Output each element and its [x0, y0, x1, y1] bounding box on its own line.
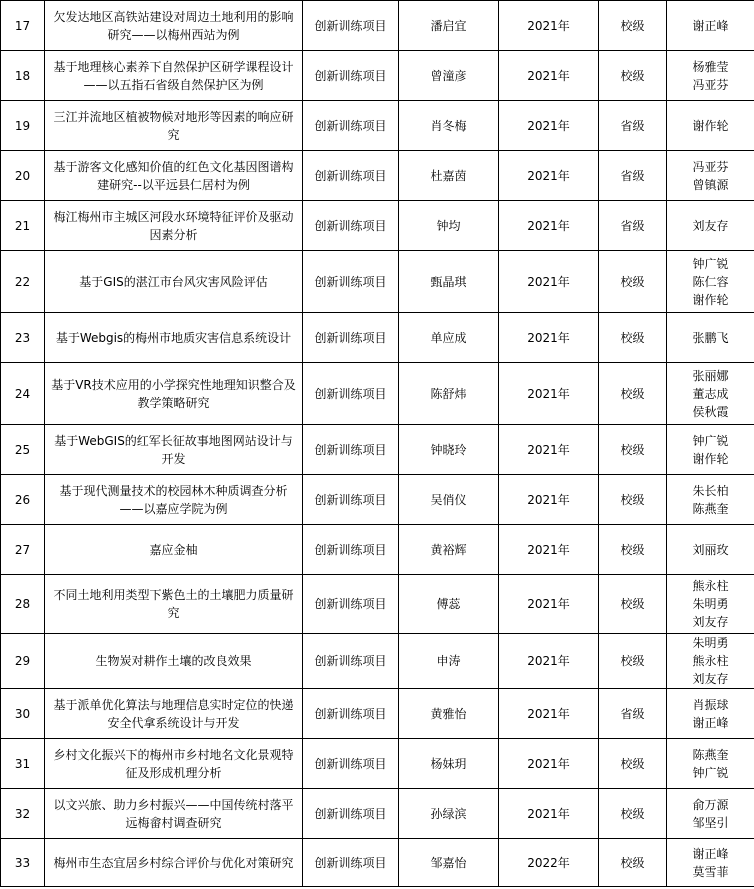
- project-title: 梅州市生态宜居乡村综合评价与优化对策研究: [45, 839, 303, 887]
- row-number: 33: [1, 839, 45, 887]
- advisor-name: 刘友存: [692, 615, 729, 629]
- project-title: 基于Webgis的梅州市地质灾害信息系统设计: [45, 313, 303, 363]
- row-number: 27: [1, 525, 45, 575]
- project-leader: 单应成: [399, 313, 499, 363]
- advisor-name: 钟广锐: [692, 256, 729, 271]
- advisor-name: 熊永柱: [692, 579, 729, 593]
- project-leader: 钟均: [399, 201, 499, 251]
- project-leader: 吴俏仪: [399, 475, 499, 525]
- advisors: [667, 739, 754, 789]
- advisor-name: 钟广锐: [692, 765, 729, 780]
- advisor-name: 谢作轮: [692, 451, 729, 466]
- table-row: [1, 201, 754, 251]
- table-row: [1, 525, 754, 575]
- project-level: 校级: [599, 313, 667, 363]
- advisor-name: 莫雪菲: [692, 864, 729, 879]
- project-title: 基于VR技术应用的小学探究性地理知识整合及教学策略研究: [45, 363, 303, 425]
- project-leader: 申涛: [399, 634, 499, 689]
- advisor-name: 肖振球: [692, 697, 729, 712]
- table-row: [1, 634, 754, 689]
- project-year: 2021年: [499, 101, 599, 151]
- project-title: 梅江梅州市主城区河段水环境特征评价及驱动因素分析: [45, 201, 303, 251]
- advisor-name: 朱长柏: [692, 483, 729, 498]
- project-leader: 肖冬梅: [399, 101, 499, 151]
- project-year: 2021年: [499, 739, 599, 789]
- advisors: [667, 251, 754, 313]
- advisor-name: 钟广锐: [692, 433, 729, 448]
- project-title: 基于游客文化感知价值的红色文化基因图谱构建研究--以平远县仁居村为例: [45, 151, 303, 201]
- advisors: [667, 313, 754, 363]
- project-type: 创新训练项目: [303, 51, 399, 101]
- row-number: 30: [1, 689, 45, 739]
- project-year: 2021年: [499, 689, 599, 739]
- project-type: 创新训练项目: [303, 151, 399, 201]
- project-title: 以文兴旅、助力乡村振兴——中国传统村落平远梅畲村调查研究: [45, 789, 303, 839]
- project-title: 三江并流地区植被物候对地形等因素的响应研究: [45, 101, 303, 151]
- project-year: 2022年: [499, 839, 599, 887]
- project-leader: 钟晓玲: [399, 425, 499, 475]
- project-title: 嘉应金柚: [45, 525, 303, 575]
- project-type: 创新训练项目: [303, 839, 399, 887]
- project-level: 省级: [599, 201, 667, 251]
- table-row: [1, 1, 754, 51]
- table-body: [1, 1, 754, 887]
- project-type: 创新训练项目: [303, 425, 399, 475]
- advisor-name: 朱明勇: [692, 597, 729, 611]
- advisors: [667, 525, 754, 575]
- advisor-name: 侯秋霞: [692, 404, 729, 419]
- advisor-name: 熊永柱: [692, 654, 729, 668]
- advisor-name: 杨雅莹: [692, 59, 729, 74]
- row-number: 31: [1, 739, 45, 789]
- project-type: 创新训练项目: [303, 634, 399, 689]
- project-year: 2021年: [499, 634, 599, 689]
- project-type: 创新训练项目: [303, 251, 399, 313]
- advisors: [667, 475, 754, 525]
- project-title: 基于GIS的湛江市台风灾害风险评估: [45, 251, 303, 313]
- advisor-name: 陈仁容: [692, 274, 729, 289]
- row-number: 18: [1, 51, 45, 101]
- project-leader: 潘启宜: [399, 1, 499, 51]
- advisor-name: 刘友存: [692, 672, 729, 686]
- advisors: [667, 201, 754, 251]
- project-title: 生物炭对耕作土壤的改良效果: [45, 634, 303, 689]
- project-type: 创新训练项目: [303, 575, 399, 634]
- project-level: 校级: [599, 51, 667, 101]
- project-year: 2021年: [499, 251, 599, 313]
- project-year: 2021年: [499, 363, 599, 425]
- project-year: 2021年: [499, 151, 599, 201]
- advisor-name: 谢正峰: [692, 18, 729, 33]
- project-title: 基于现代测量技术的校园林木种质调查分析——以嘉应学院为例: [45, 475, 303, 525]
- advisors: [667, 425, 754, 475]
- project-level: 校级: [599, 634, 667, 689]
- project-title: 基于地理核心素养下自然保护区研学课程设计——以五指石省级自然保护区为例: [45, 51, 303, 101]
- advisor-name: 冯亚芬: [692, 77, 729, 92]
- table-row: [1, 839, 754, 887]
- project-level: 校级: [599, 839, 667, 887]
- advisor-name: 俞万源: [692, 797, 729, 812]
- advisors: [667, 689, 754, 739]
- project-type: 创新训练项目: [303, 201, 399, 251]
- advisor-name: 谢正峰: [692, 846, 729, 861]
- project-leader: 甄晶琪: [399, 251, 499, 313]
- advisor-name: 张鹏飞: [692, 330, 729, 345]
- advisors: [667, 51, 754, 101]
- row-number: 22: [1, 251, 45, 313]
- table-row: [1, 313, 754, 363]
- project-level: 校级: [599, 525, 667, 575]
- project-title: 欠发达地区高铁站建设对周边土地利用的影响研究——以梅州西站为例: [45, 1, 303, 51]
- advisors: [667, 363, 754, 425]
- advisor-name: 董志成: [692, 386, 729, 401]
- row-number: 20: [1, 151, 45, 201]
- table-row: [1, 689, 754, 739]
- project-year: 2021年: [499, 201, 599, 251]
- advisors: [667, 101, 754, 151]
- project-leader: 孙绿滨: [399, 789, 499, 839]
- row-number: 19: [1, 101, 45, 151]
- project-level: 校级: [599, 789, 667, 839]
- project-level: 校级: [599, 475, 667, 525]
- advisor-name: 刘友存: [692, 218, 729, 233]
- project-level: 省级: [599, 151, 667, 201]
- advisors: [667, 575, 754, 634]
- project-year: 2021年: [499, 525, 599, 575]
- advisors: [667, 1, 754, 51]
- project-type: 创新训练项目: [303, 739, 399, 789]
- advisor-name: 陈燕奎: [692, 747, 729, 762]
- project-type: 创新训练项目: [303, 789, 399, 839]
- row-number: 29: [1, 634, 45, 689]
- project-year: 2021年: [499, 313, 599, 363]
- project-leader: 陈舒炜: [399, 363, 499, 425]
- project-leader: 杜嘉茵: [399, 151, 499, 201]
- project-level: 省级: [599, 689, 667, 739]
- advisor-name: 张丽娜: [692, 368, 729, 383]
- project-type: 创新训练项目: [303, 689, 399, 739]
- project-year: 2021年: [499, 1, 599, 51]
- row-number: 32: [1, 789, 45, 839]
- project-leader: 曾潼彦: [399, 51, 499, 101]
- project-year: 2021年: [499, 475, 599, 525]
- project-type: 创新训练项目: [303, 525, 399, 575]
- advisors: [667, 634, 754, 689]
- advisor-name: 曾镇源: [692, 177, 729, 192]
- project-type: 创新训练项目: [303, 313, 399, 363]
- project-type: 创新训练项目: [303, 1, 399, 51]
- advisors: [667, 151, 754, 201]
- row-number: 25: [1, 425, 45, 475]
- row-number: 26: [1, 475, 45, 525]
- project-title: 乡村文化振兴下的梅州市乡村地名文化景观特征及形成机理分析: [45, 739, 303, 789]
- table-row: [1, 151, 754, 201]
- advisor-name: 邹坚引: [692, 815, 729, 830]
- project-level: 校级: [599, 425, 667, 475]
- advisors: [667, 789, 754, 839]
- project-title: 基于WebGIS的红军长征故事地图网站设计与开发: [45, 425, 303, 475]
- row-number: 24: [1, 363, 45, 425]
- table-row: [1, 475, 754, 525]
- table-row: [1, 363, 754, 425]
- table-row: [1, 425, 754, 475]
- project-year: 2021年: [499, 425, 599, 475]
- project-leader: 黄裕辉: [399, 525, 499, 575]
- project-type: 创新训练项目: [303, 475, 399, 525]
- project-leader: 傅蕊: [399, 575, 499, 634]
- advisor-name: 朱明勇: [692, 636, 729, 650]
- project-year: 2021年: [499, 789, 599, 839]
- project-type: 创新训练项目: [303, 363, 399, 425]
- row-number: 17: [1, 1, 45, 51]
- advisor-name: 陈燕奎: [692, 501, 729, 516]
- table-row: [1, 789, 754, 839]
- project-level: 省级: [599, 101, 667, 151]
- project-year: 2021年: [499, 51, 599, 101]
- advisor-name: 谢作轮: [692, 292, 729, 307]
- project-year: 2021年: [499, 575, 599, 634]
- table-row: [1, 251, 754, 313]
- project-level: 校级: [599, 363, 667, 425]
- row-number: 28: [1, 575, 45, 634]
- advisor-name: 谢正峰: [692, 715, 729, 730]
- table-row: [1, 101, 754, 151]
- project-level: 校级: [599, 575, 667, 634]
- table-row: [1, 739, 754, 789]
- advisor-name: 刘丽玫: [692, 542, 729, 557]
- table-row: [1, 575, 754, 634]
- row-number: 21: [1, 201, 45, 251]
- advisor-name: 冯亚芬: [692, 159, 729, 174]
- project-level: 校级: [599, 251, 667, 313]
- project-title: 基于派单优化算法与地理信息实时定位的快递安全代拿系统设计与开发: [45, 689, 303, 739]
- project-level: 校级: [599, 1, 667, 51]
- project-leader: 邹嘉怡: [399, 839, 499, 887]
- project-leader: 杨妹玥: [399, 739, 499, 789]
- row-number: 23: [1, 313, 45, 363]
- table-row: [1, 51, 754, 101]
- advisor-name: 谢作轮: [692, 118, 729, 133]
- advisors: [667, 839, 754, 887]
- project-leader: 黄雅怡: [399, 689, 499, 739]
- project-type: 创新训练项目: [303, 101, 399, 151]
- project-title: 不同土地利用类型下紫色土的土壤肥力质量研究: [45, 575, 303, 634]
- project-level: 校级: [599, 739, 667, 789]
